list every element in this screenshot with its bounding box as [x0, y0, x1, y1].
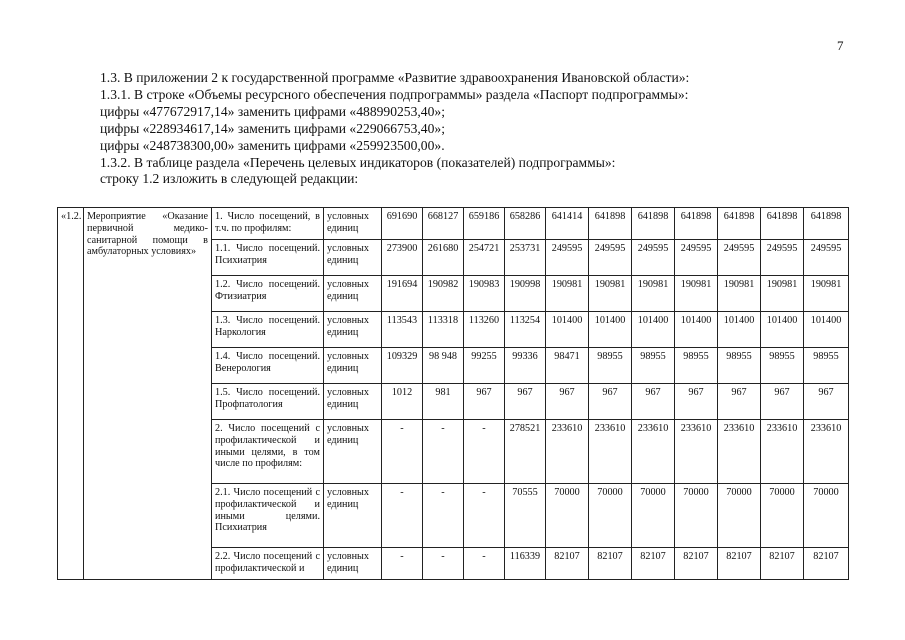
value-cell: 967 [632, 384, 675, 420]
intro-line: 1.3.1. В строке «Объемы ресурсного обеспечения подпрограммы» раздела «Паспорт подпрограммы»: [100, 86, 689, 102]
value-cell: 249595 [589, 240, 632, 276]
value-cell: 691690 [382, 208, 423, 240]
value-cell: 190981 [761, 276, 804, 312]
value-cell: 233610 [761, 420, 804, 484]
value-cell: 191694 [382, 276, 423, 312]
value-cell: 190998 [505, 276, 546, 312]
value-cell: 113254 [505, 312, 546, 348]
indicator-cell: 1.1. Число посещений. Психиатрия [212, 240, 324, 276]
value-cell: 641898 [804, 208, 849, 240]
indicator-cell: 1.4. Число посещений. Венерология [212, 348, 324, 384]
value-cell: 70000 [761, 484, 804, 548]
value-cell: 99336 [505, 348, 546, 384]
unit-cell: условных единиц [324, 484, 382, 548]
value-cell: 233610 [589, 420, 632, 484]
value-cell: 70555 [505, 484, 546, 548]
value-cell: - [464, 484, 505, 548]
value-cell: 70000 [589, 484, 632, 548]
value-cell: 98955 [804, 348, 849, 384]
value-cell: 233610 [546, 420, 589, 484]
value-cell: - [464, 548, 505, 580]
value-cell: - [423, 484, 464, 548]
value-cell: 641414 [546, 208, 589, 240]
value-cell: 190981 [718, 276, 761, 312]
intro-line: строку 1.2 изложить в следующей редакции: [100, 171, 359, 187]
value-cell: 190981 [632, 276, 675, 312]
value-cell: 967 [675, 384, 718, 420]
value-cell: 967 [761, 384, 804, 420]
value-cell: 190982 [423, 276, 464, 312]
value-cell: 261680 [423, 240, 464, 276]
value-cell: 1012 [382, 384, 423, 420]
value-cell: 253731 [505, 240, 546, 276]
value-cell: 641898 [675, 208, 718, 240]
indicator-cell: 1.2. Число посещений. Фтизиатрия [212, 276, 324, 312]
value-cell: - [382, 548, 423, 580]
value-cell: 190981 [546, 276, 589, 312]
value-cell: - [423, 548, 464, 580]
value-cell: 254721 [464, 240, 505, 276]
value-cell: 641898 [589, 208, 632, 240]
value-cell: 101400 [546, 312, 589, 348]
value-cell: 249595 [546, 240, 589, 276]
value-cell: 98955 [675, 348, 718, 384]
value-cell: 70000 [718, 484, 761, 548]
value-cell: 82107 [761, 548, 804, 580]
value-cell: 668127 [423, 208, 464, 240]
value-cell: 70000 [804, 484, 849, 548]
intro-line: цифры «477672917,14» заменить цифрами «488990253,40»; [100, 103, 445, 119]
value-cell: 116339 [505, 548, 546, 580]
unit-cell: условных единиц [324, 420, 382, 484]
value-cell: 641898 [632, 208, 675, 240]
intro-line: 1.3. В приложении 2 к государственной программе «Развитие здравоохранения Ивановской области»: [100, 70, 690, 85]
value-cell: 113318 [423, 312, 464, 348]
value-cell: 99255 [464, 348, 505, 384]
value-cell: 98955 [761, 348, 804, 384]
value-cell: 190983 [464, 276, 505, 312]
value-cell: - [423, 420, 464, 484]
intro-line: 1.3.2. В таблице раздела «Перечень целевых индикаторов (показателей) подпрограммы»: [100, 154, 616, 170]
value-cell: 98471 [546, 348, 589, 384]
table-row [58, 208, 849, 240]
value-cell: 70000 [546, 484, 589, 548]
value-cell: 233610 [632, 420, 675, 484]
value-cell: 101400 [589, 312, 632, 348]
indicator-cell: 1.5. Число посещений. Профпатология [212, 384, 324, 420]
value-cell: 233610 [675, 420, 718, 484]
value-cell: 967 [589, 384, 632, 420]
value-cell: - [464, 420, 505, 484]
value-cell: 98955 [589, 348, 632, 384]
value-cell: 98955 [632, 348, 675, 384]
page-number: 7 [837, 38, 844, 53]
value-cell: 70000 [675, 484, 718, 548]
value-cell: 190981 [675, 276, 718, 312]
indicators-table-wrapper [57, 207, 849, 580]
value-cell: 101400 [675, 312, 718, 348]
value-cell: 82107 [675, 548, 718, 580]
value-cell: 190981 [804, 276, 849, 312]
value-cell: 98955 [718, 348, 761, 384]
intro-line: цифры «248738300,00» заменить цифрами «259923500,00». [100, 137, 445, 153]
indicators-table [57, 207, 849, 580]
indicator-cell: 1. Число посещений, в т.ч. по профилям: [212, 208, 324, 240]
indicator-cell: 1.3. Число посещений. Наркология [212, 312, 324, 348]
indicator-cell: 2.2. Число посещений с профилактической и [212, 548, 324, 580]
event-name-cell: Мероприятие «Оказание первичной медико-санитарной помощи в амбулаторных условиях» [84, 208, 212, 580]
value-cell: 967 [546, 384, 589, 420]
value-cell: 82107 [546, 548, 589, 580]
value-cell: 981 [423, 384, 464, 420]
value-cell: - [382, 420, 423, 484]
row-code-cell: «1.2. [58, 208, 84, 580]
value-cell: 659186 [464, 208, 505, 240]
unit-cell: условных единиц [324, 384, 382, 420]
value-cell: 101400 [761, 312, 804, 348]
value-cell: 249595 [675, 240, 718, 276]
indicator-cell: 2. Число посещений с профилактической и иными целями, в том числе по профилям: [212, 420, 324, 484]
value-cell: 101400 [804, 312, 849, 348]
value-cell: 190981 [589, 276, 632, 312]
value-cell: 233610 [804, 420, 849, 484]
value-cell: 113543 [382, 312, 423, 348]
intro-text [100, 70, 820, 188]
unit-cell: условных единиц [324, 276, 382, 312]
value-cell: 658286 [505, 208, 546, 240]
value-cell: 82107 [589, 548, 632, 580]
value-cell: 967 [505, 384, 546, 420]
value-cell: - [382, 484, 423, 548]
value-cell: 82107 [632, 548, 675, 580]
value-cell: 82107 [718, 548, 761, 580]
intro-line: цифры «228934617,14» заменить цифрами «229066753,40»; [100, 120, 445, 136]
value-cell: 249595 [632, 240, 675, 276]
unit-cell: условных единиц [324, 208, 382, 240]
value-cell: 233610 [718, 420, 761, 484]
unit-cell: условных единиц [324, 548, 382, 580]
value-cell: 967 [804, 384, 849, 420]
value-cell: 98 948 [423, 348, 464, 384]
value-cell: 967 [718, 384, 761, 420]
value-cell: 249595 [804, 240, 849, 276]
value-cell: 249595 [761, 240, 804, 276]
value-cell: 113260 [464, 312, 505, 348]
unit-cell: условных единиц [324, 240, 382, 276]
value-cell: 109329 [382, 348, 423, 384]
unit-cell: условных единиц [324, 348, 382, 384]
value-cell: 278521 [505, 420, 546, 484]
value-cell: 101400 [632, 312, 675, 348]
unit-cell: условных единиц [324, 312, 382, 348]
value-cell: 967 [464, 384, 505, 420]
value-cell: 641898 [761, 208, 804, 240]
indicator-cell: 2.1. Число посещений с профилактической и иными целями. Психиатрия [212, 484, 324, 548]
value-cell: 249595 [718, 240, 761, 276]
value-cell: 82107 [804, 548, 849, 580]
value-cell: 101400 [718, 312, 761, 348]
value-cell: 70000 [632, 484, 675, 548]
value-cell: 273900 [382, 240, 423, 276]
value-cell: 641898 [718, 208, 761, 240]
